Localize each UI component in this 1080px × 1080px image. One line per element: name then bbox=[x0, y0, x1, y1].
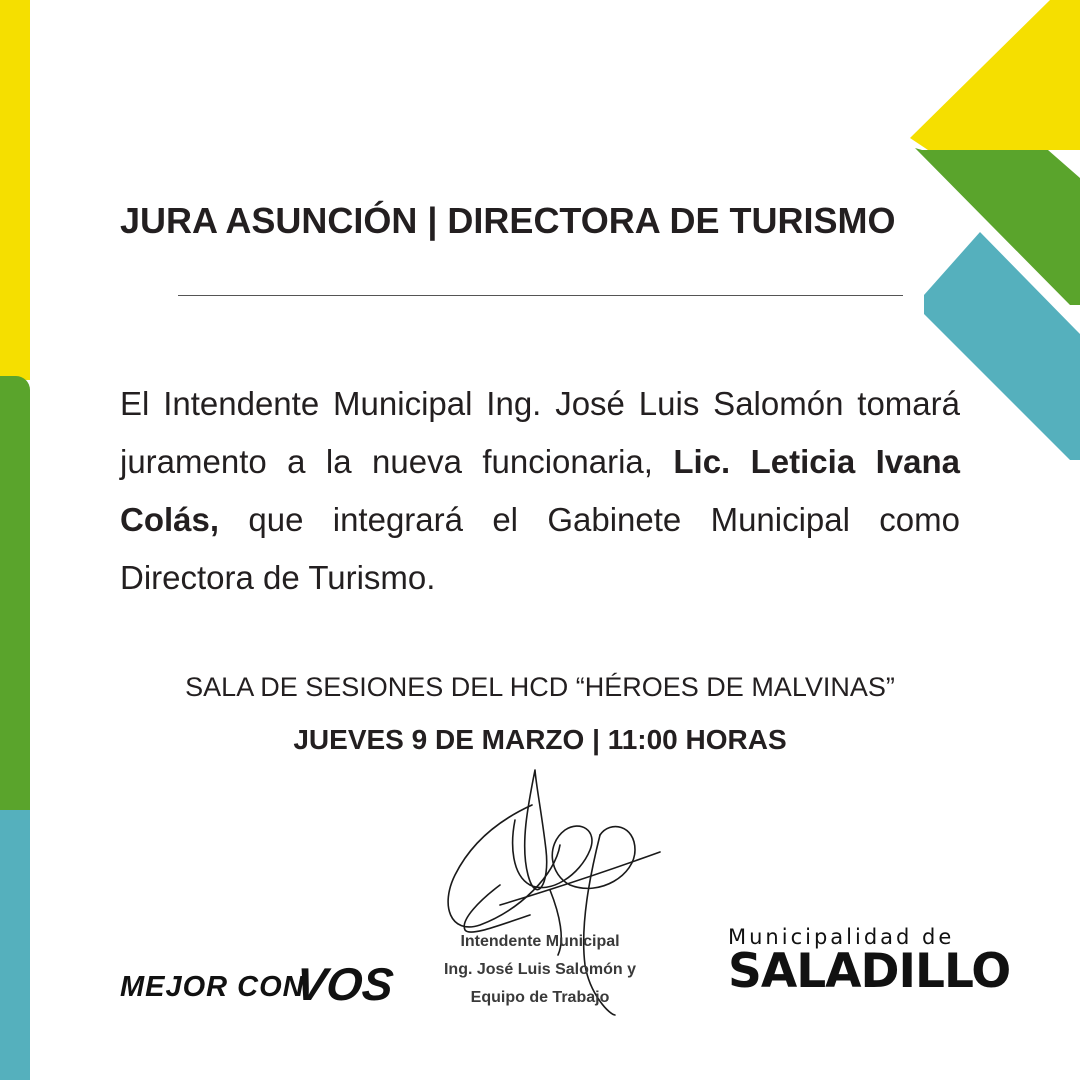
announcement-part1: El Intendente Municipal Ing. José Luis Salomón tomará juramento a la nueva funcionaria, bbox=[120, 385, 960, 480]
title-divider bbox=[178, 295, 903, 296]
slogan-big-text: VOS bbox=[293, 958, 396, 1010]
stripe-teal bbox=[0, 810, 30, 1080]
stripe-green bbox=[0, 376, 30, 846]
signature-caption bbox=[400, 928, 680, 1012]
announcement-text bbox=[120, 375, 960, 607]
slogan-logo bbox=[120, 955, 396, 1015]
municipality-logo-top: Municipalidad de bbox=[728, 925, 955, 949]
appointee-name: Lic. Leticia Ivana Colás, bbox=[120, 443, 960, 538]
stripe-yellow bbox=[0, 0, 30, 380]
signature-caption-line3: Equipo de Trabajo bbox=[470, 989, 610, 1006]
slogan-small-text: MEJOR CON bbox=[120, 971, 305, 1003]
signature-caption-line1: Intendente Municipal bbox=[460, 933, 620, 950]
announcement-part2: que integrará el Gabinete Municipal como Directora de Turismo. bbox=[120, 501, 960, 596]
municipality-logo bbox=[728, 925, 1011, 999]
deco-yellow-shape bbox=[910, 0, 1080, 150]
left-color-stripe bbox=[0, 0, 30, 1080]
municipality-logo-bottom: SALADILLO bbox=[728, 944, 1011, 999]
signature-caption-line2: Ing. José Luis Salomón y bbox=[443, 961, 637, 978]
venue-text: SALA DE SESIONES DEL HCD “HÉROES DE MALVINAS” bbox=[185, 672, 895, 702]
date-time-text: JUEVES 9 DE MARZO | 11:00 HORAS bbox=[293, 724, 787, 755]
page-title: JURA ASUNCIÓN | DIRECTORA DE TURISMO bbox=[120, 200, 896, 241]
